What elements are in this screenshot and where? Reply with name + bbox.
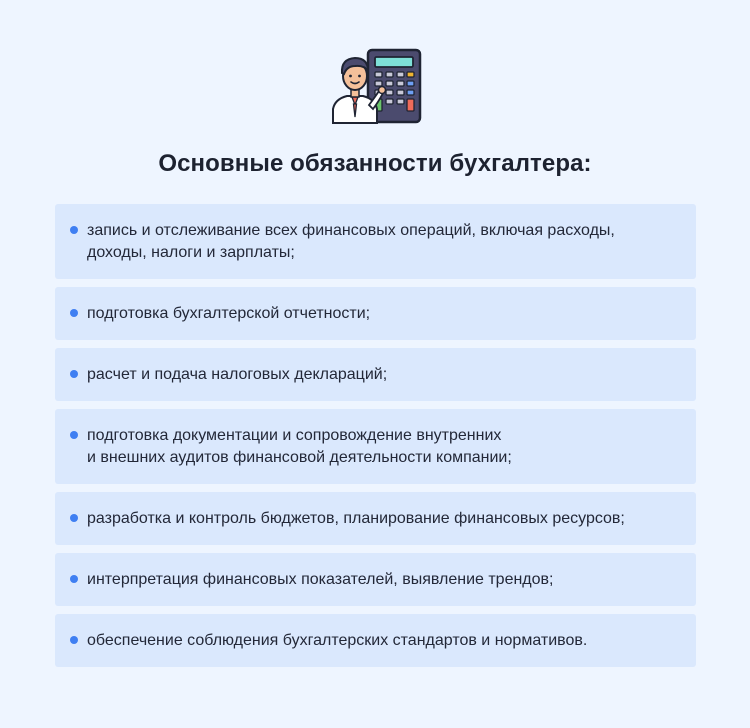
list-item <box>55 204 696 279</box>
page-title: Основные обязанности бухгалтера: <box>158 150 592 177</box>
bullet-icon <box>70 370 78 378</box>
accountant-calculator-icon <box>331 47 423 125</box>
list-item-text: подготовка бухгалтерской отчетности; <box>87 304 371 322</box>
list-item <box>55 614 696 667</box>
list-item <box>55 348 696 401</box>
bullet-icon <box>70 636 78 644</box>
list-item-text: разработка и контроль бюджетов, планирование финансовых ресурсов; <box>87 509 625 527</box>
bullet-icon <box>70 309 78 317</box>
bullet-icon <box>70 431 78 439</box>
duties-list <box>55 204 696 675</box>
bullet-icon <box>70 226 78 234</box>
list-item-text: интерпретация финансовых показателей, выявление трендов; <box>87 570 554 588</box>
bullet-icon <box>70 575 78 583</box>
list-item <box>55 492 696 545</box>
list-item <box>55 287 696 340</box>
list-item <box>55 409 696 484</box>
list-item <box>55 553 696 606</box>
list-item-text: обеспечение соблюдения бухгалтерских стандартов и нормативов. <box>87 631 588 649</box>
list-item-text: расчет и подача налоговых деклараций; <box>87 365 388 383</box>
list-item-text: запись и отслеживание всех финансовых операций, включая расходы, доходы, налоги и зарплаты; <box>87 221 615 261</box>
list-item-text: подготовка документации и сопровождение внутренних и внешних аудитов финансовой деятельности компании; <box>87 426 512 466</box>
bullet-icon <box>70 514 78 522</box>
